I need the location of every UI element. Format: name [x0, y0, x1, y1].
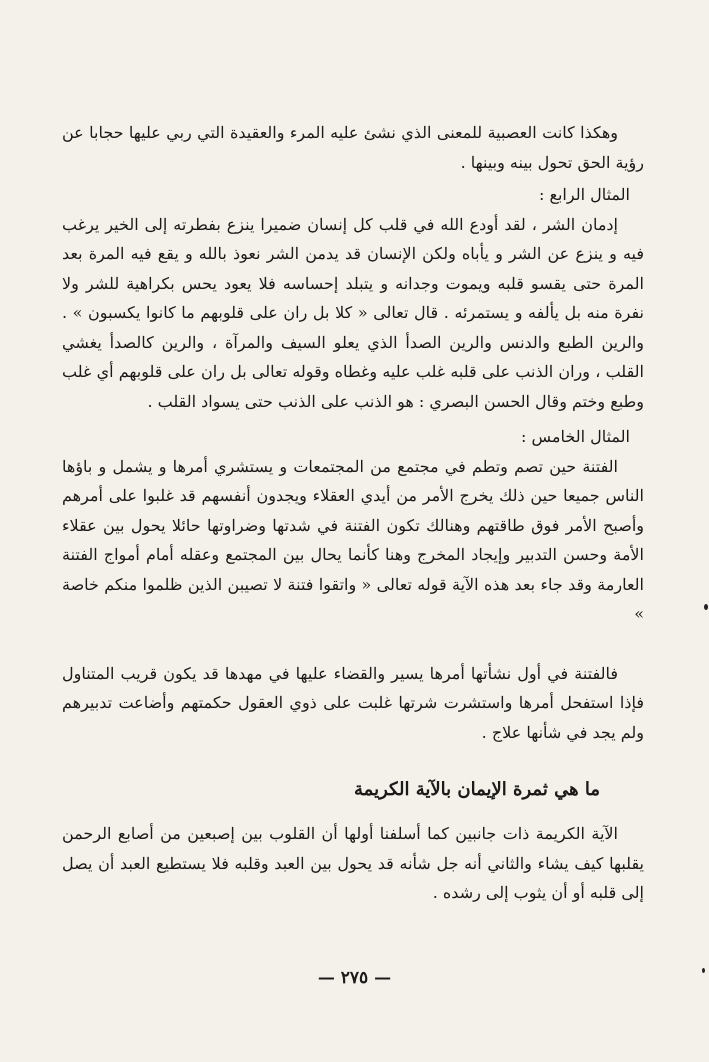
- scan-speck: [704, 604, 708, 610]
- paragraph-example-four: إدمان الشر ، لقد أودع الله في قلب كل إنسان ضميرا ينزع بفطرته إلى الخير يرغب فيه و ينزع عن الشر و يأباه ولكن الإنسان قد يدمن الشر نعوذ بالله و يقع فيه المرة بعد المرة حتى يقسو قلبه ويموت وجدانه و يتبلد إحساسه فلا يعود يحس بكراهية للشر ولا نفرة منه بل يألفه و يستمرئه . قال تعالى « كلا بل ران على قلوبهم ما كانوا يكسبون » . والرين الطبع والدنس والرين الصدأ الذي يعلو السيف والمرآة ، والرين كالصدأ يغشي القلب ، وران الذنب على قلبه غلب عليه وغطاه وقوله تعالى بل ران على قلوبهم أي غلب وطبع وختم وقال الحسن البصري : هو الذنب على الذنب حتى يسواد القلب .: [62, 214, 644, 411]
- heading-example-four: المثال الرابع :: [538, 185, 630, 204]
- paragraph-example-five: الفتنة حين تصم وتطم في مجتمع من المجتمعات و يستشري أمرها و يشمل و باؤها الناس جميعا حين ذلك يخرج الأمر من أيدي العقلاء ويجدون أنفسهم قد غلبوا على أمرهم وأصبح الأمر فوق طاقتهم وهنالك تكون الفتنة في شدتها وضراوتها حائلا يحول بين عقلاء الأمة وحسن التدبير وإيجاد المخرج وهنا كأنما يحال بين المجتمع وعقله أمام أمواج الفتنة العارمة وقد جاء بعد هذه الآية قوله تعالى « واتقوا فتنة لا تصيبن الذين ظلموا منكم خاصة »: [62, 456, 645, 623]
- section-title: ما هي ثمرة الإيمان بالآية الكريمة: [354, 779, 600, 800]
- heading-example-five: المثال الخامس :: [521, 427, 630, 446]
- page-number: — ٢٧٥ —: [317, 968, 392, 988]
- scan-speck: [702, 968, 705, 973]
- page-body: [62, 118, 644, 908]
- paragraph-verse-fruit: الآية الكريمة ذات جانبين كما أسلفنا أولها أن القلوب بين إصبعين من أصابع الرحمن يقلبها كيف يشاء والثاني أنه جل شأنه قد يحول بين العبد وقلبه فلا يستطيع العبد أن يصل إلى قلبه أو أن يثوب إلى رشده .: [62, 824, 644, 902]
- paragraph-intro: وهكذا كانت العصبية للمعنى الذي نشئ عليه المرء والعقيدة التي ربي عليها حجابا عن رؤية الحق تحول بينه وبينها .: [62, 123, 644, 172]
- paragraph-fitna-origin: فالفتنة في أول نشأتها أمرها يسير والقضاء عليها في مهدها قد يكون قريب المتناول فإذا استفحل أمرها واستشرت شرتها غلبت على ذوي العقول حكمتهم وأضاعت تدبيرهم ولم يجد في شأنها علاج .: [62, 663, 644, 742]
